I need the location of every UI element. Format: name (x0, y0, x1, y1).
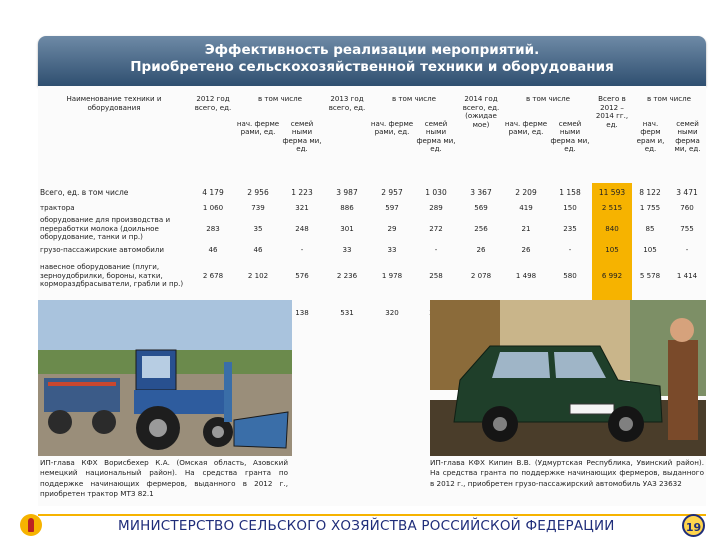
table-cell: 35 (253, 223, 263, 233)
header-2013-total: 2013 год всего, ед. (328, 94, 366, 112)
table-cell: 597 (385, 203, 399, 213)
table-cell: 1 158 (559, 187, 581, 197)
row-label: грузо-пассажирские автомобили (40, 245, 164, 255)
header-2013-novice: нач. ферме рами, ед. (370, 118, 414, 137)
table-cell: 3 367 (470, 187, 492, 197)
table-cell: 580 (563, 270, 577, 280)
table-header-row (38, 92, 706, 183)
table-row (38, 203, 706, 214)
table-cell: 2 957 (381, 187, 403, 197)
title-line-1: Эффективность реализации мероприятий. (204, 42, 540, 58)
table-cell: 755 (680, 223, 694, 233)
table-cell: 3 987 (336, 187, 358, 197)
header-2014-family: семей ными ферма ми, ед. (550, 118, 590, 154)
table-cell: 2 678 (202, 270, 224, 280)
ministry-emblem-icon (20, 514, 42, 536)
table-cell: 21 (521, 223, 531, 233)
footer-divider (38, 514, 706, 516)
table-cell: 46 (253, 245, 263, 255)
table-cell: 105 (643, 245, 657, 255)
header-all-total: Всего в 2012 – 2014 гг., ед. (595, 94, 629, 129)
table-cell: 26 (476, 245, 486, 255)
table-cell: 1 498 (515, 270, 537, 280)
table-cell: 4 179 (202, 187, 224, 197)
table-cell: 840 (592, 214, 632, 244)
table-cell: 2 956 (247, 187, 269, 197)
table-cell: 1 030 (425, 187, 447, 197)
table-cell: 1 978 (381, 270, 403, 280)
uaz-illustration (430, 300, 706, 456)
table-cell: 272 (429, 223, 443, 233)
table-cell: 2 209 (515, 187, 537, 197)
row-label: оборудование для производства и переработки молока (доильное оборудование, танки и пр.) (40, 215, 171, 242)
table-cell: 283 (206, 223, 220, 233)
header-2013-incl: в том числе (391, 94, 437, 103)
header-2012-total: 2012 год всего, ед. (194, 94, 232, 112)
header-2014-novice: нач. ферме рами, ед. (504, 118, 548, 137)
table-cell: - (685, 245, 689, 255)
table-cell: 46 (208, 245, 218, 255)
table-cell: 1 223 (291, 187, 313, 197)
table-cell: 320 (385, 307, 399, 317)
tractor-photo (38, 300, 292, 456)
header-2014-total: 2014 год всего, ед. (ожидае мое) (462, 94, 500, 129)
table-cell: 1 060 (202, 203, 224, 213)
header-2012-family: семей ными ферма ми, ед. (282, 118, 322, 154)
title-band (38, 36, 706, 86)
table-cell: 576 (295, 270, 309, 280)
table-cell: 5 578 (639, 270, 661, 280)
table-cell: 26 (521, 245, 531, 255)
header-all-incl: в том числе (646, 94, 692, 103)
table-cell: 321 (295, 203, 309, 213)
table-cell: 235 (563, 223, 577, 233)
footer-ministry-name: МИНИСТЕРСТВО СЕЛЬСКОГО ХОЗЯЙСТВА РОССИЙСКОЙ ФЕДЕРАЦИИ (118, 518, 615, 534)
table-cell: 256 (474, 223, 488, 233)
header-2012-novice: нач. ферме рами, ед. (236, 118, 280, 137)
table-row (38, 214, 706, 244)
table-cell: 531 (340, 307, 354, 317)
table-row (38, 183, 706, 203)
table-cell: 85 (645, 223, 655, 233)
table-cell: 248 (295, 223, 309, 233)
table-cell: 29 (387, 223, 397, 233)
table-cell: 760 (680, 203, 694, 213)
table-cell: 2 102 (247, 270, 269, 280)
table-cell: 2 078 (470, 270, 492, 280)
header-2012-incl: в том числе (257, 94, 303, 103)
header-all-novice: нач. ферм ерам и, ед. (636, 118, 665, 154)
table-row (38, 244, 706, 257)
table-cell: 419 (519, 203, 533, 213)
tractor-illustration (38, 300, 292, 456)
header-name: Наименование техники и оборудования (66, 94, 162, 112)
row-label: навесное оборудование (плуги, зерноудобрилки, бороны, катки, кормораздбрасыватели, грабли и пр.) (40, 262, 184, 289)
table-cell: 1 755 (639, 203, 661, 213)
table-cell: 3 471 (676, 187, 698, 197)
table-cell: - (300, 245, 304, 255)
page-number: 19 (682, 514, 705, 537)
equipment-table (38, 92, 706, 331)
header-all-family: семей ными ферма ми, ед. (674, 118, 701, 154)
table-cell: 150 (563, 203, 577, 213)
table-cell: - (434, 245, 438, 255)
caption-left: ИП-глава КФХ Ворисбехер К.А. (Омская область, Азовский немецкий национальный район). На средства гранта по поддержке начинающих фермеров, выданного в 2012 г., приобретен трактор МТЗ 82.1 (40, 458, 288, 499)
header-2014-incl: в том числе (525, 94, 571, 103)
table-cell: 105 (592, 244, 632, 257)
table-cell: 569 (474, 203, 488, 213)
table-cell: 886 (340, 203, 354, 213)
header-2013-family: семей ными ферма ми, ед. (416, 118, 456, 154)
row-label: Всего, ед. в том числе (40, 187, 129, 197)
table-cell: 2 236 (336, 270, 358, 280)
table-cell: 6 992 (592, 257, 632, 295)
title-line-2: Приобретено сельскохозяйственной техники и оборудования (130, 59, 614, 75)
table-cell: 8 122 (639, 187, 661, 197)
table-cell: 2 515 (592, 203, 632, 214)
table-cell: 301 (340, 223, 354, 233)
caption-right: ИП-глава КФХ Кипин В.В. (Удмуртская Республика, Увинский район). На средства гранта по поддержке начинающих фермеров, выданного в 2012 г., приобретен грузо-пассажирский автомобиль УАЗ 23632 (430, 458, 704, 488)
table-cell: 739 (251, 203, 265, 213)
table-cell: 33 (387, 245, 397, 255)
table-cell: - (568, 245, 572, 255)
table-cell: 1 414 (676, 270, 698, 280)
table-cell: 258 (429, 270, 443, 280)
table-cell: 33 (342, 245, 352, 255)
table-row (38, 257, 706, 295)
table-cell: 289 (429, 203, 443, 213)
uaz-photo (430, 300, 706, 456)
table-cell: 11 593 (592, 183, 632, 203)
table-cell: 138 (295, 307, 309, 317)
row-label: трактора (40, 203, 75, 213)
